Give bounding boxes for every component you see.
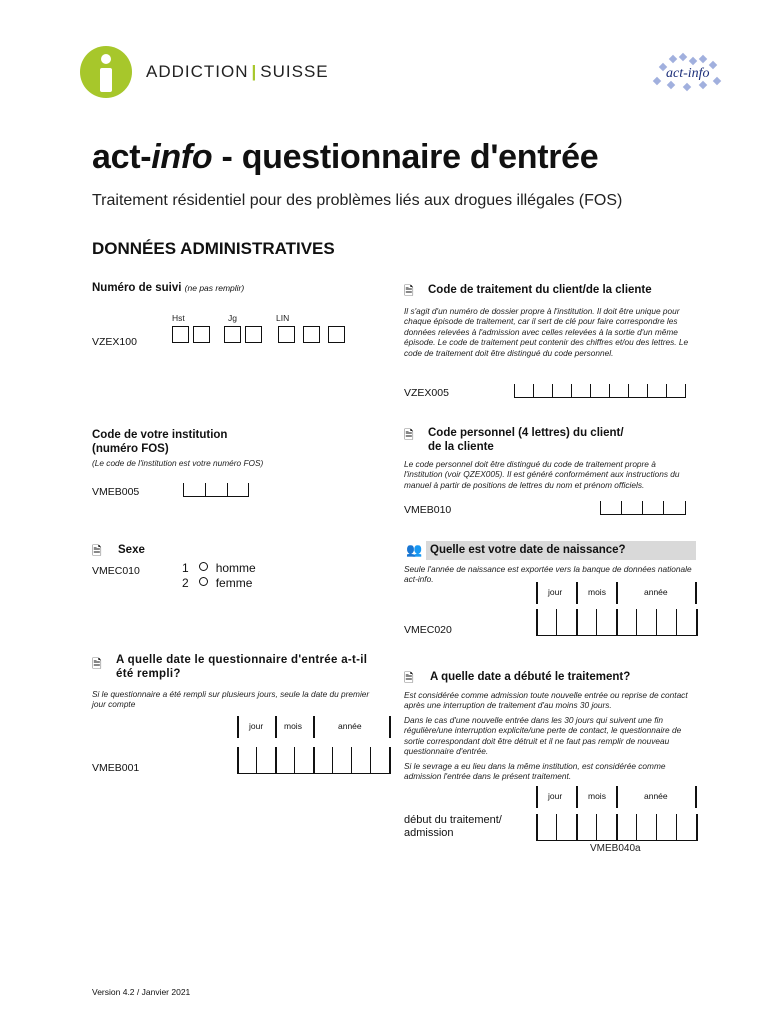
code-traitement-note: Il s'agit d'un numéro de dossier propre à l'institution. Il doit être unique pour chaque épisode de traitement, car il sert de clé pour faire correspondre les données relevées à l'admission avec celles relevées à la sortie d'un même épisode. Le code de traitement peut contenir des chiffres et/ou des lettres. Le code de traitement doit être distingué du code personnel. [404, 306, 689, 358]
brand-name: ADDICTION | SUISSE [146, 62, 329, 81]
document-icon: 🗎 [92, 544, 102, 558]
institution-note: (Le code de l'institution est votre numéro FOS) [92, 458, 264, 468]
suivi-box[interactable] [193, 326, 210, 343]
date-rempli-header: jour mois année [237, 716, 391, 738]
page-title: act-info - questionnaire d'entrée [92, 138, 599, 176]
version-footer: Version 4.2 / Janvier 2021 [92, 987, 191, 997]
naissance-label: Quelle est votre date de naissance? [430, 544, 626, 556]
vmeb005-code: VMEB005 [92, 486, 140, 498]
vzex005-code: VZEX005 [404, 387, 449, 399]
subtitle: Traitement résidentiel pour des problèmes liés aux drogues illégales (FOS) [92, 192, 623, 209]
vzex100-code: VZEX100 [92, 336, 137, 348]
suivi-box[interactable] [172, 326, 189, 343]
people-icon: 👥 [406, 542, 423, 557]
act-info-logo-text: act-info [666, 66, 710, 81]
vmec020-code: VMEC020 [404, 624, 452, 636]
debut-note-sevrage: Si le sevrage a eu lieu dans la même institution, est considérée comme admission l'entrée dans le présent traitement. [404, 761, 666, 782]
institution-label: Code de votre institution (numéro FOS) [92, 429, 228, 455]
date-rempli-note: Si le questionnaire a été rempli sur plusieurs jours, seule la date du premier jour compte [92, 689, 370, 710]
suivi-box[interactable] [278, 326, 295, 343]
logo-dot [101, 54, 111, 64]
debut-note-admission: Est considérée comme admission toute nouvelle entrée ou reprise de contact après une interruption de traitement d'au moins 30 jours. [404, 690, 688, 711]
document-icon: 🗎 [92, 657, 102, 671]
debut-date-field[interactable] [536, 815, 698, 841]
radio-icon [199, 577, 208, 586]
debut-field-label: début du traitement/ admission [404, 814, 502, 839]
date-rempli-label: A quelle date le questionnaire d'entrée a-t-il été rempli? [116, 654, 368, 680]
vmec010-code: VMEC010 [92, 565, 140, 577]
sexe-option-femme[interactable]: 2 femme [182, 576, 253, 590]
logo-bar [100, 68, 112, 92]
vmeb010-code: VMEB010 [404, 504, 452, 516]
section-heading: DONNÉES ADMINISTRATIVES [92, 239, 335, 258]
vmeb001-code: VMEB001 [92, 762, 140, 774]
hst-label: Hst [172, 313, 185, 323]
document-icon: 🗎 [404, 284, 414, 298]
document-icon: 🗎 [404, 671, 414, 685]
debut-note-reentry: Dans le cas d'une nouvelle entrée dans les 30 jours qui suivent une fin régulière/une interruption explicite/une perte de contact, le questionnaire de sortie correspondant doit être détruit et il ne faut pas remplir de nouveau questionnaire d'entrée. [404, 715, 682, 757]
date-rempli-field[interactable] [237, 748, 391, 774]
naissance-date-field[interactable] [536, 610, 698, 636]
code-personnel-field[interactable] [600, 501, 686, 515]
jg-label: Jg [228, 313, 237, 323]
code-traitement-field[interactable] [514, 384, 686, 398]
radio-icon [199, 562, 208, 571]
suivi-box[interactable] [303, 326, 320, 343]
sexe-label: Sexe [118, 544, 145, 556]
naissance-date-header: jour mois année [536, 582, 698, 604]
code-traitement-label: Code de traitement du client/de la cliente [428, 284, 652, 296]
code-personnel-label: Code personnel (4 lettres) du client/ de la cliente [428, 427, 624, 453]
sexe-option-homme[interactable]: 1 homme [182, 561, 256, 575]
debut-label: A quelle date a débuté le traitement? [430, 671, 631, 683]
suivi-box[interactable] [328, 326, 345, 343]
suivi-box[interactable] [245, 326, 262, 343]
lin-label: LIN [276, 313, 290, 323]
debut-date-header: jour mois année [536, 786, 698, 808]
institution-field[interactable] [183, 483, 249, 497]
naissance-note: Seule l'année de naissance est exportée vers la banque de données nationale act-info. [404, 564, 692, 585]
document-icon: 🗎 [404, 428, 414, 442]
numero-suivi-label: Numéro de suivi (ne pas remplir) [92, 282, 245, 294]
vmeb040a-code: VMEB040a [590, 843, 641, 854]
code-personnel-note: Le code personnel doit être distingué du code de traitement propre à l'institution (voir QZEX005). Il est généré conformément aux instructions du manuel à partir de positions de lettres du nom et prénom officiels. [404, 459, 680, 490]
suivi-box[interactable] [224, 326, 241, 343]
